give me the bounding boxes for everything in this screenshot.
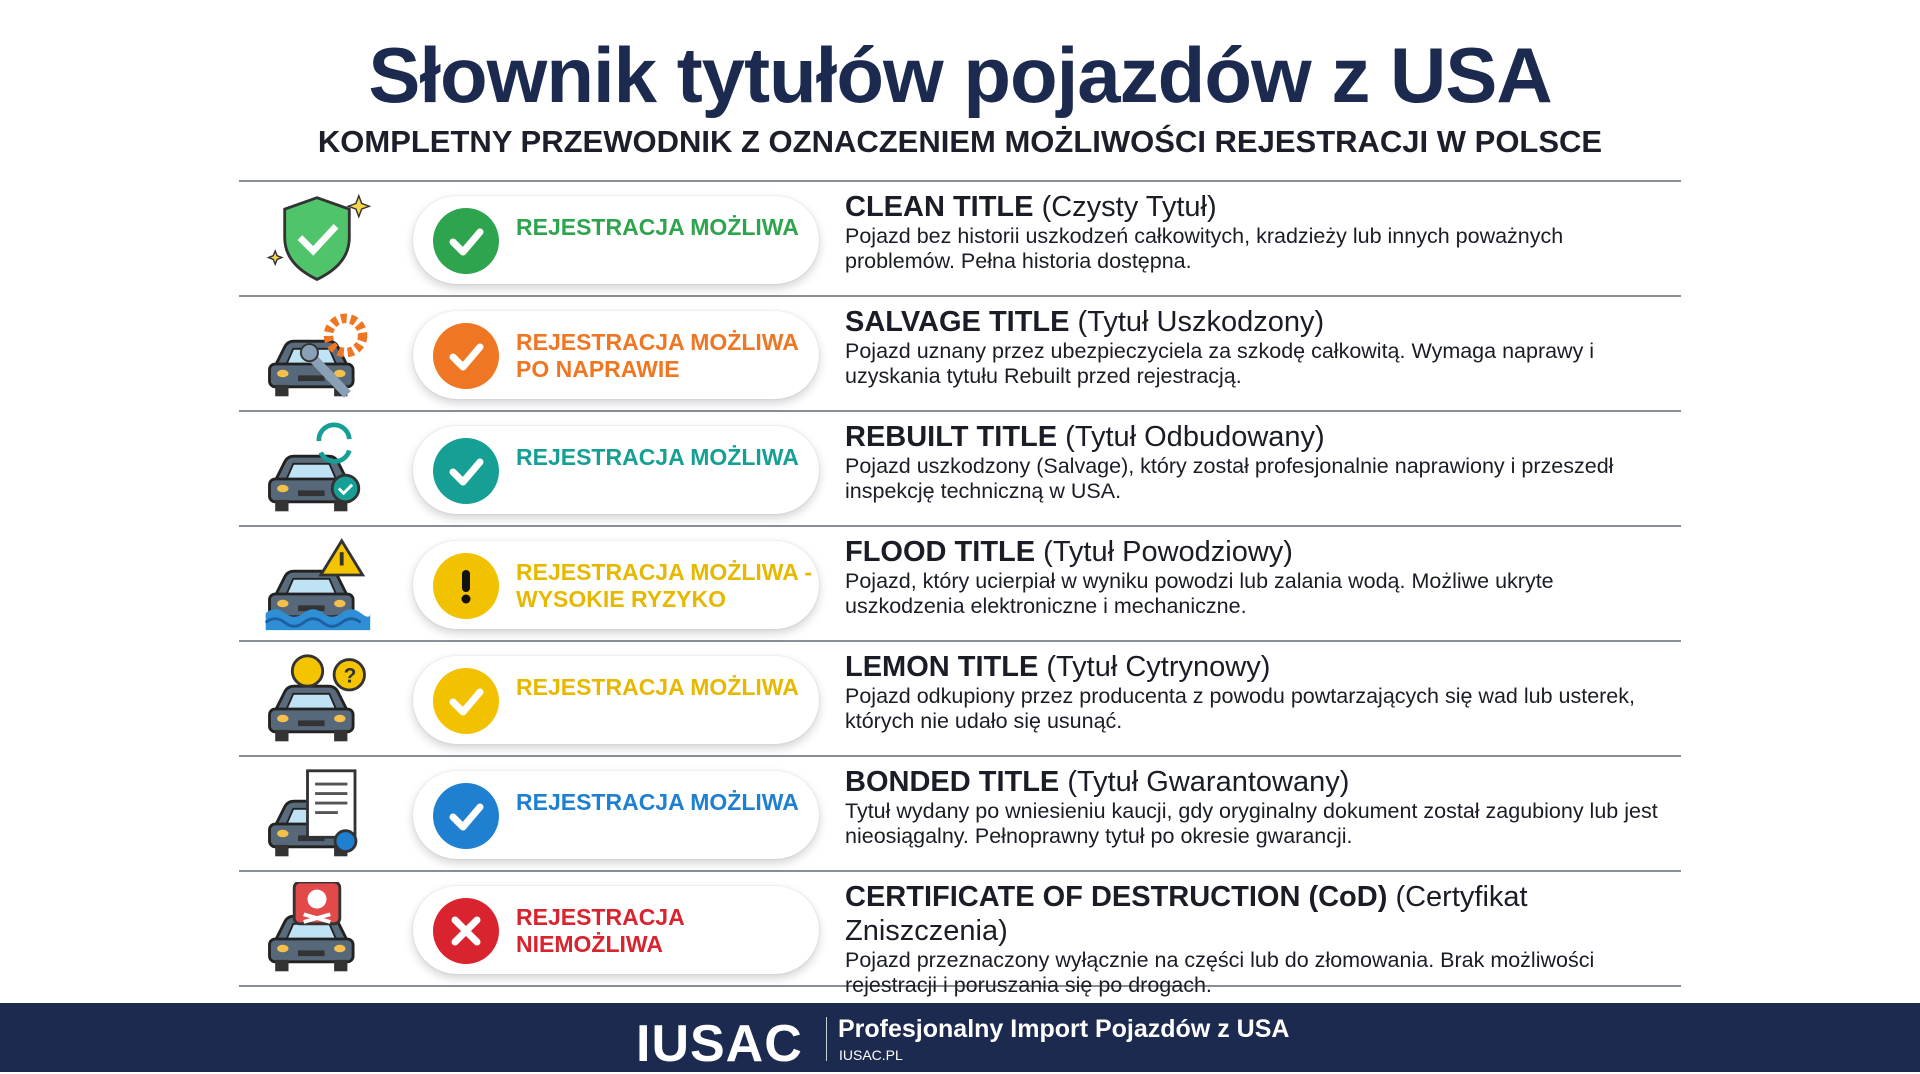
registration-status: REJESTRACJA MOŻLIWA bbox=[516, 674, 799, 700]
title-name-pl: (Certyfikat Zniszczenia) bbox=[845, 881, 1528, 947]
title-info bbox=[845, 880, 1675, 998]
registration-status-pill bbox=[413, 311, 819, 399]
title-name: LEMON TITLE bbox=[845, 651, 1039, 683]
title-row bbox=[239, 872, 1681, 997]
title-row bbox=[239, 297, 1681, 412]
title-name-pl: (Tytuł Powodziowy) bbox=[1043, 536, 1293, 568]
registration-status-pill bbox=[413, 196, 819, 284]
title-description: Pojazd bez historii uszkodzeń całkowitych, kradzieży lub innych poważnych problemów. Pełna historia dostępna. bbox=[845, 224, 1564, 273]
title-description: Pojazd uznany przez ubezpieczyciela za szkodę całkowitą. Wymaga naprawy i uzyskania tytułu Rebuilt przed rejestracją. bbox=[845, 339, 1595, 388]
title-row bbox=[239, 757, 1681, 872]
title-name-pl: (Czysty Tytuł) bbox=[1041, 191, 1217, 223]
registration-status: REJESTRACJA MOŻLIWA bbox=[516, 789, 799, 815]
title-name: BONDED TITLE bbox=[845, 766, 1060, 798]
page-title: Słownik tytułów pojazdów z USA bbox=[368, 31, 1552, 119]
shield-check-icon bbox=[259, 192, 375, 287]
registration-status: REJESTRACJA MOŻLIWA - WYSOKIE RYZYKO bbox=[516, 559, 813, 612]
title-name: FLOOD TITLE bbox=[845, 536, 1036, 568]
car-refresh-award-icon bbox=[259, 422, 375, 517]
registration-status: REJESTRACJA MOŻLIWA PO NAPRAWIE bbox=[516, 329, 798, 382]
registration-status-pill bbox=[413, 541, 819, 629]
divider bbox=[826, 1017, 827, 1061]
registration-status: REJESTRACJA MOŻLIWA bbox=[516, 444, 799, 470]
title-name: CLEAN TITLE bbox=[845, 191, 1034, 223]
check-icon bbox=[433, 208, 499, 274]
footer-tagline: Profesjonalny Import Pojazdów z USA bbox=[838, 1015, 1290, 1043]
title-name-pl: (Tytuł Uszkodzony) bbox=[1077, 306, 1325, 338]
title-description: Pojazd odkupiony przez producenta z powodu powtarzających się wad lub usterek, których nie udało się usunąć. bbox=[845, 684, 1635, 733]
title-row bbox=[239, 642, 1681, 757]
title-name: CERTIFICATE OF DESTRUCTION (CoD) bbox=[845, 881, 1388, 913]
car-wrench-gear-icon bbox=[259, 307, 375, 402]
title-name-pl: (Tytuł Gwarantowany) bbox=[1067, 766, 1350, 798]
registration-status-pill bbox=[413, 771, 819, 859]
registration-status-pill bbox=[413, 426, 819, 514]
title-row bbox=[239, 412, 1681, 527]
registration-status: REJESTRACJA MOŻLIWA bbox=[516, 214, 799, 240]
registration-status-pill bbox=[413, 886, 819, 974]
titles-table bbox=[239, 180, 1681, 997]
exclamation-icon bbox=[433, 553, 499, 619]
footer bbox=[0, 1003, 1920, 1072]
check-icon bbox=[433, 323, 499, 389]
check-icon bbox=[433, 668, 499, 734]
page-subtitle: KOMPLETNY PRZEWODNIK Z OZNACZENIEM MOŻLIWOŚCI REJESTRACJI W POLSCE bbox=[317, 124, 1603, 159]
title-info bbox=[845, 535, 1675, 619]
title-description: Pojazd uszkodzony (Salvage), który został profesjonalnie naprawiony i przeszedł inspekcję techniczną w USA. bbox=[845, 454, 1614, 503]
svg-text:?: ? bbox=[343, 664, 357, 688]
car-lemon-question-icon bbox=[259, 652, 375, 747]
title-description: Tytuł wydany po wniesieniu kaucji, gdy oryginalny dokument został zagubiony lub jest nieosiągalny. Pełnoprawny tytuł po okresie gwarancji. bbox=[845, 799, 1658, 848]
title-info bbox=[845, 650, 1675, 734]
title-row bbox=[239, 527, 1681, 642]
cross-icon bbox=[433, 898, 499, 964]
title-info bbox=[845, 305, 1675, 389]
check-icon bbox=[433, 783, 499, 849]
check-icon bbox=[433, 438, 499, 504]
title-name-pl: (Tytuł Odbudowany) bbox=[1065, 421, 1325, 453]
title-description: Pojazd przeznaczony wyłącznie na części lub do złomowania. Brak możliwości rejestracji i poruszania się po drogach. bbox=[845, 948, 1595, 997]
title-name: REBUILT TITLE bbox=[845, 421, 1058, 453]
title-name: SALVAGE TITLE bbox=[845, 306, 1070, 338]
title-info bbox=[845, 190, 1675, 274]
title-info bbox=[845, 765, 1675, 849]
title-info bbox=[845, 420, 1675, 504]
car-document-icon bbox=[259, 767, 375, 862]
registration-status: REJESTRACJA NIEMOŻLIWA bbox=[516, 904, 684, 957]
title-description: Pojazd, który ucierpiał w wyniku powodzi lub zalania wodą. Możliwe ukryte uszkodzenia elektroniczne i mechaniczne. bbox=[845, 569, 1554, 618]
car-skull-icon bbox=[259, 882, 375, 977]
logo: IUSAC bbox=[636, 1015, 803, 1073]
footer-url[interactable]: IUSAC.PL bbox=[839, 1047, 903, 1063]
title-name-pl: (Tytuł Cytrynowy) bbox=[1046, 651, 1271, 683]
title-row bbox=[239, 182, 1681, 297]
car-flood-warning-icon bbox=[259, 537, 375, 632]
registration-status-pill bbox=[413, 656, 819, 744]
